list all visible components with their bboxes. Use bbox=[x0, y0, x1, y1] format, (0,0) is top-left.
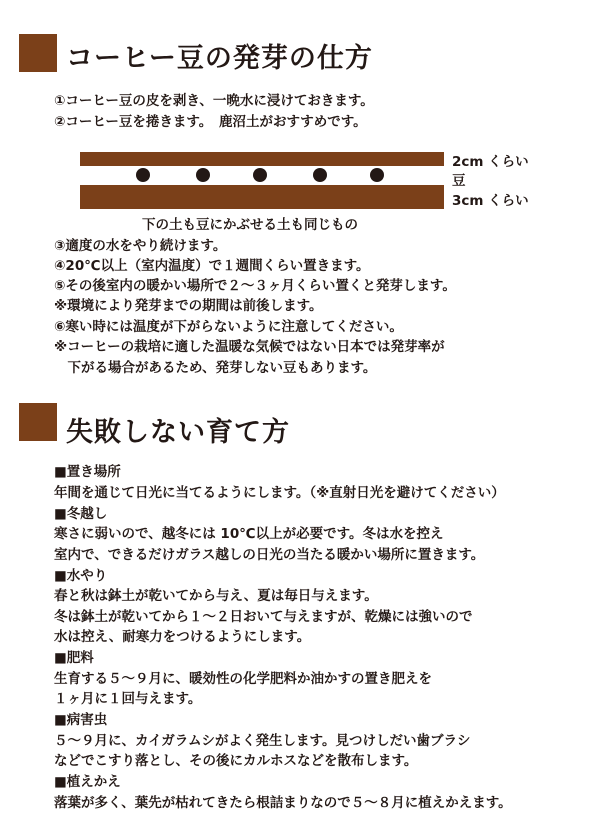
diagram-caption: 下の土も豆にかぶせる土も同じもの bbox=[142, 217, 358, 233]
text-pests-2: などでこすり落とし、その後にカルホスなどを散布します。 bbox=[54, 753, 418, 769]
step-5: ⑤その後室内の暖かい場所で２～３ヶ月くらい置くと発芽します。 bbox=[54, 278, 456, 294]
text-watering-2: 冬は鉢土が乾いてから１～２日おいて与えますが、乾燥には強いので bbox=[54, 609, 473, 625]
heading-placement: ■置き場所 bbox=[54, 464, 121, 480]
step-6: ⑥寒い時には温度が下がらないように注意してください。 bbox=[54, 319, 403, 335]
text-placement: 年間を通じて日光に当てるようにします。（※直射日光を避けてください） bbox=[54, 485, 505, 501]
step-1: ①コーヒー豆の皮を剥き、一晩水に浸けておきます。 bbox=[54, 93, 374, 109]
bottom-soil-layer bbox=[80, 185, 444, 209]
note-2-cont: 下がる場合があるため、発芽しない豆もあります。 bbox=[54, 360, 377, 376]
text-wintering-1: 寒さに弱いので、越冬には 10℃以上が必要です。冬は水を控え bbox=[54, 526, 444, 542]
heading-repotting: ■植えかえ bbox=[54, 774, 121, 790]
step-2: ②コーヒー豆を捲きます。 鹿沼土がおすすめです。 bbox=[54, 114, 367, 130]
text-wintering-2: 室内で、できるだけガラス越しの日光の当たる暖かい場所に置きます。 bbox=[54, 547, 485, 563]
text-watering-3: 水は控え、耐寒力をつけるようにします。 bbox=[54, 629, 311, 645]
heading-watering: ■水やり bbox=[54, 568, 108, 584]
heading-pests: ■病害虫 bbox=[54, 712, 108, 728]
note-2: ※コーヒーの栽培に適した温暖な気候ではない日本では発芽率が bbox=[54, 339, 445, 355]
text-fertilizer-2: １ヶ月に１回与えます。 bbox=[54, 691, 202, 707]
section2-marker bbox=[19, 403, 57, 441]
text-watering-1: 春と秋は鉢土が乾いてから与え、夏は毎日与えます。 bbox=[54, 588, 378, 604]
bottom-layer-label: 3cm くらい bbox=[452, 193, 529, 209]
step-3: ③適度の水をやり続けます。 bbox=[54, 238, 227, 254]
section1-marker bbox=[19, 34, 57, 72]
bean-3 bbox=[253, 168, 267, 182]
bean-4 bbox=[313, 168, 327, 182]
bean-label: 豆 bbox=[452, 173, 466, 189]
section2-title: 失敗しない育て方 bbox=[66, 417, 290, 448]
top-soil-layer bbox=[80, 152, 444, 166]
bean-2 bbox=[196, 168, 210, 182]
text-repotting: 落葉が多く、葉先が枯れてきたら根詰まりなので５～８月に植えかえます。 bbox=[54, 795, 512, 811]
text-fertilizer-1: 生育する５～９月に、暖効性の化学肥料か油かすの置き肥えを bbox=[54, 671, 432, 687]
heading-wintering: ■冬越し bbox=[54, 506, 108, 522]
bean-1 bbox=[136, 168, 150, 182]
text-pests-1: ５～９月に、カイガラムシがよく発生します。見つけしだい歯ブラシ bbox=[54, 733, 471, 749]
note-1: ※環境により発芽までの期間は前後します。 bbox=[54, 298, 323, 314]
section1-title: コーヒー豆の発芽の仕方 bbox=[66, 43, 373, 74]
top-layer-label: 2cm くらい bbox=[452, 154, 529, 170]
bean-5 bbox=[370, 168, 384, 182]
heading-fertilizer: ■肥料 bbox=[54, 650, 94, 666]
step-4: ④20℃以上（室内温度）で１週間くらい置きます。 bbox=[54, 258, 370, 274]
